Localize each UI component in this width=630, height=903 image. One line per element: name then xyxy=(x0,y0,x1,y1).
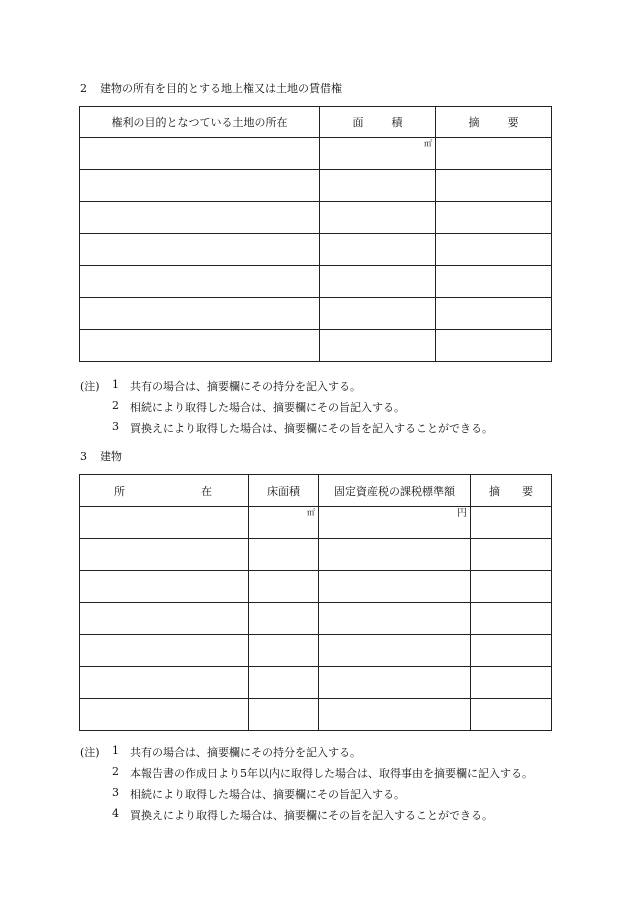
cell-floor-area[interactable] xyxy=(249,571,319,603)
section3-heading xyxy=(80,448,122,464)
cell-floor-area[interactable] xyxy=(249,699,319,731)
cell-location[interactable] xyxy=(80,571,249,603)
section2-title: 建物の所有を目的とする地上権又は土地の賃借権 xyxy=(100,82,342,95)
table-row xyxy=(80,234,552,266)
cell-location[interactable] xyxy=(80,667,249,699)
cell-remarks[interactable] xyxy=(471,571,552,603)
building-table xyxy=(79,474,552,731)
header-remarks: 摘 要 xyxy=(471,475,552,507)
cell-location[interactable] xyxy=(80,170,320,202)
cell-location[interactable] xyxy=(80,699,249,731)
cell-tax-value[interactable] xyxy=(319,539,471,571)
table-row xyxy=(80,330,552,362)
cell-remarks[interactable] xyxy=(471,635,552,667)
unit-square-meter: ㎡ xyxy=(307,508,315,517)
cell-floor-area[interactable] xyxy=(249,507,319,539)
header-tax-value: 固定資産税の課税標準額 xyxy=(319,475,471,507)
note-label: (注) xyxy=(80,380,100,393)
cell-tax-value[interactable] xyxy=(319,603,471,635)
cell-location[interactable] xyxy=(80,202,320,234)
cell-location[interactable] xyxy=(80,298,320,330)
header-remarks: 摘 要 xyxy=(436,107,552,138)
table-row xyxy=(80,699,552,731)
cell-location[interactable] xyxy=(80,330,320,362)
cell-remarks[interactable] xyxy=(471,507,552,539)
cell-remarks[interactable] xyxy=(436,202,552,234)
cell-location[interactable] xyxy=(80,539,249,571)
cell-tax-value[interactable] xyxy=(319,667,471,699)
table-row xyxy=(80,202,552,234)
cell-area[interactable] xyxy=(320,298,436,330)
header-location: 所 在 xyxy=(80,475,249,507)
table-row xyxy=(80,635,552,667)
note-label: (注) xyxy=(80,746,100,759)
unit-square-meter: ㎡ xyxy=(424,139,432,148)
cell-remarks[interactable] xyxy=(471,603,552,635)
table-row xyxy=(80,266,552,298)
cell-tax-value[interactable] xyxy=(319,699,471,731)
header-floor-area: 床面積 xyxy=(249,475,319,507)
section2-number: 2 xyxy=(80,82,87,95)
cell-area[interactable] xyxy=(320,330,436,362)
cell-remarks[interactable] xyxy=(436,330,552,362)
table-row xyxy=(80,170,552,202)
table-row xyxy=(80,539,552,571)
cell-area[interactable] xyxy=(320,234,436,266)
table-row xyxy=(80,507,552,539)
section3-number: 3 xyxy=(80,450,87,463)
cell-location[interactable] xyxy=(80,635,249,667)
leasehold-table xyxy=(79,106,552,362)
table-row xyxy=(80,571,552,603)
cell-floor-area[interactable] xyxy=(249,603,319,635)
cell-location[interactable] xyxy=(80,507,249,539)
cell-remarks[interactable] xyxy=(436,266,552,298)
cell-remarks[interactable] xyxy=(471,539,552,571)
cell-location[interactable] xyxy=(80,266,320,298)
cell-tax-value[interactable] xyxy=(319,571,471,603)
cell-area[interactable] xyxy=(320,138,436,170)
cell-floor-area[interactable] xyxy=(249,539,319,571)
table-row xyxy=(80,138,552,170)
cell-remarks[interactable] xyxy=(436,234,552,266)
header-area: 面 積 xyxy=(320,107,436,138)
table-row xyxy=(80,667,552,699)
cell-tax-value[interactable] xyxy=(319,507,471,539)
cell-area[interactable] xyxy=(320,170,436,202)
section3-title: 建物 xyxy=(100,450,122,463)
table-header-row xyxy=(80,107,552,138)
cell-remarks[interactable] xyxy=(436,298,552,330)
cell-location[interactable] xyxy=(80,138,320,170)
cell-tax-value[interactable] xyxy=(319,635,471,667)
table-row xyxy=(80,298,552,330)
unit-yen: 円 xyxy=(457,508,467,519)
cell-location[interactable] xyxy=(80,603,249,635)
cell-area[interactable] xyxy=(320,202,436,234)
cell-remarks[interactable] xyxy=(471,667,552,699)
cell-remarks[interactable] xyxy=(436,170,552,202)
cell-floor-area[interactable] xyxy=(249,635,319,667)
section2-heading xyxy=(80,80,342,96)
cell-area[interactable] xyxy=(320,266,436,298)
cell-floor-area[interactable] xyxy=(249,667,319,699)
table-header-row xyxy=(80,475,552,507)
cell-remarks[interactable] xyxy=(471,699,552,731)
header-land-location: 権利の目的となつている土地の所在 xyxy=(80,107,320,138)
cell-remarks[interactable] xyxy=(436,138,552,170)
table-row xyxy=(80,603,552,635)
cell-location[interactable] xyxy=(80,234,320,266)
